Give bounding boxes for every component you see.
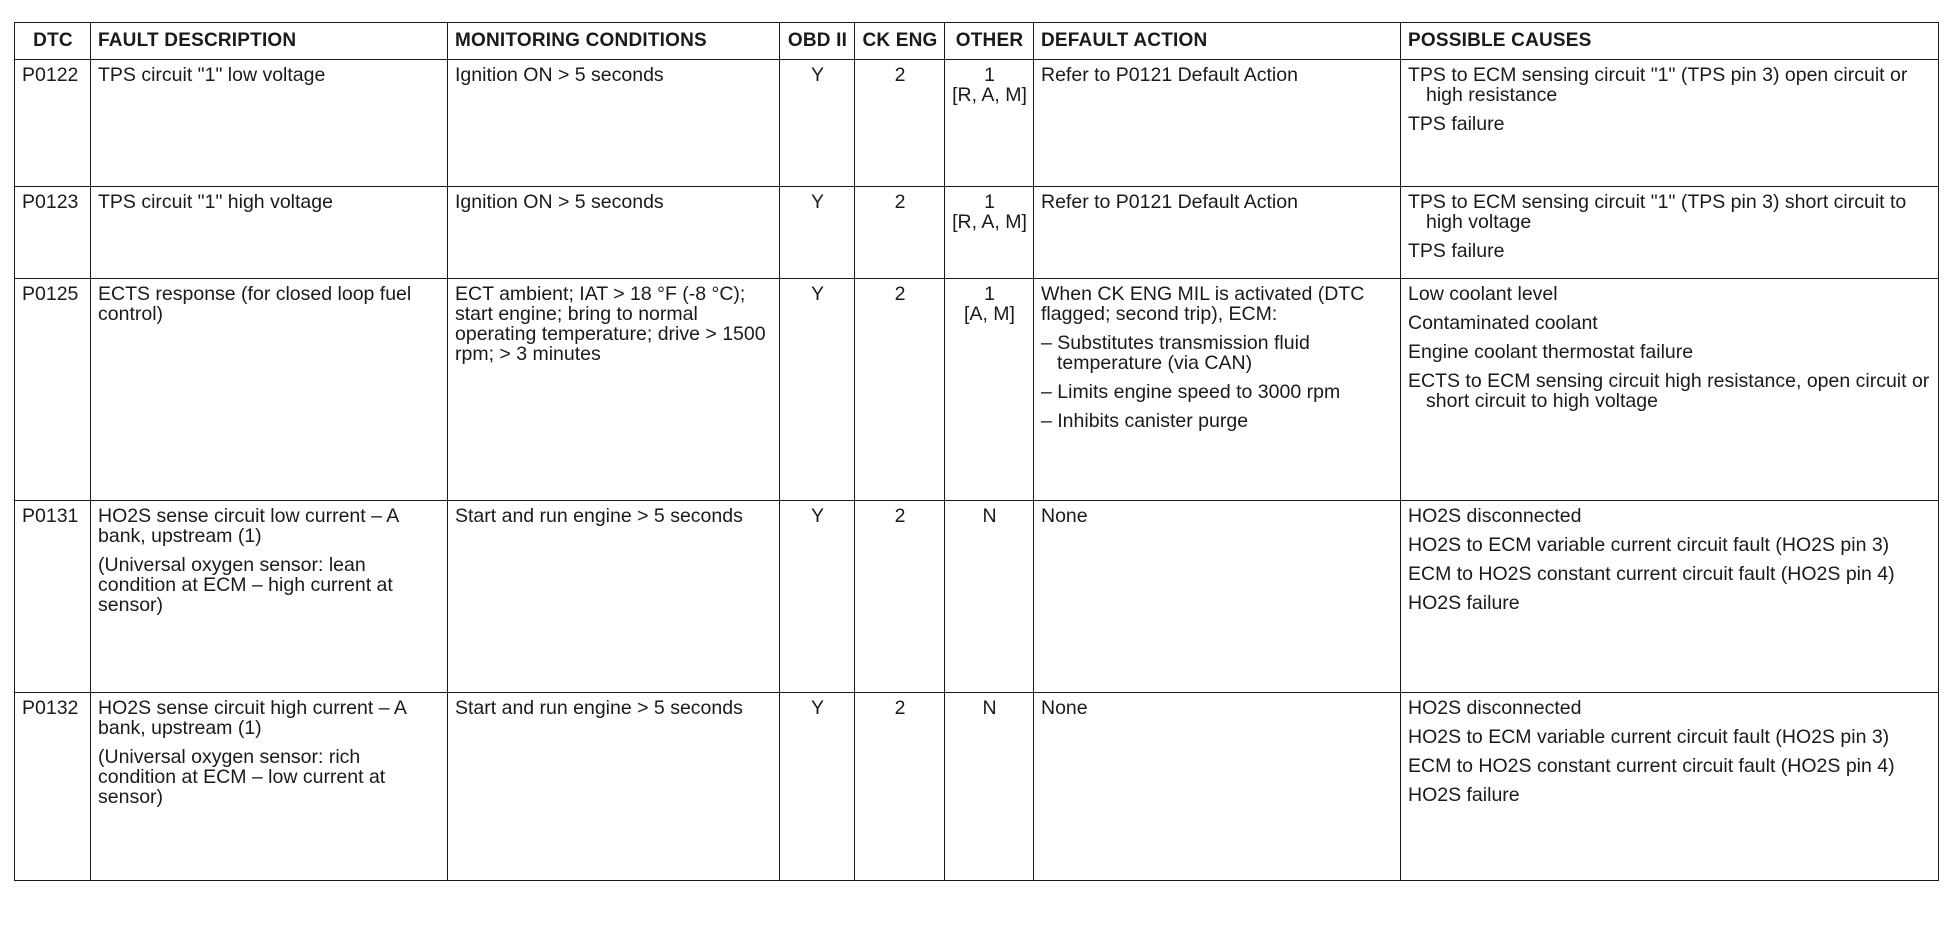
fault-description-text: HO2S sense circuit high current – A bank, upstream (1): [98, 697, 406, 740]
fault-description-cell: [91, 693, 448, 881]
default-action-cell: [1034, 187, 1401, 279]
possible-cause-item: TPS to ECM sensing circuit "1" (TPS pin 3) open circuit or high resistance: [1408, 64, 1908, 107]
possible-causes-cell: [1401, 60, 1939, 187]
possible-cause-item: TPS failure: [1408, 240, 1505, 263]
possible-causes-cell: [1401, 279, 1939, 501]
default-action-text: Refer to P0121 Default Action: [1041, 64, 1298, 86]
other-cell: [945, 279, 1034, 501]
other-text: [R, A, M]: [952, 211, 1027, 234]
ck-eng-cell: 2: [855, 693, 945, 881]
other-text: N: [982, 505, 997, 527]
possible-cause-item: Low coolant level: [1408, 283, 1558, 305]
possible-cause-item: HO2S disconnected: [1408, 697, 1582, 719]
ck-eng-cell: 2: [855, 501, 945, 693]
obd-ii-cell: Y: [780, 501, 855, 693]
default-action-text: None: [1041, 697, 1088, 719]
dtc-table: [14, 22, 1939, 881]
header-obd-ii: OBD II: [780, 23, 855, 60]
header-default-action: DEFAULT ACTION: [1034, 23, 1401, 60]
default-action-cell: [1034, 279, 1401, 501]
table-row: [15, 187, 1939, 279]
table-row: [15, 693, 1939, 881]
default-action-cell: [1034, 693, 1401, 881]
default-action-cell: [1034, 60, 1401, 187]
other-cell: [945, 501, 1034, 693]
other-text: [A, M]: [964, 303, 1015, 326]
obd-ii-cell: Y: [780, 60, 855, 187]
ck-eng-cell: 2: [855, 279, 945, 501]
fault-description-cell: [91, 501, 448, 693]
possible-cause-item: Contaminated coolant: [1408, 312, 1598, 335]
ck-eng-cell: 2: [855, 60, 945, 187]
obd-ii-cell: Y: [780, 279, 855, 501]
other-cell: [945, 60, 1034, 187]
obd-ii-cell: Y: [780, 187, 855, 279]
other-text: 1: [984, 191, 995, 213]
possible-causes-cell: [1401, 501, 1939, 693]
fault-description-cell: [91, 187, 448, 279]
other-text: 1: [984, 283, 995, 305]
other-text: N: [982, 697, 997, 719]
monitoring-conditions-cell: Ignition ON > 5 seconds: [448, 187, 780, 279]
fault-description-text: TPS circuit "1" low voltage: [98, 64, 326, 86]
possible-cause-item: HO2S to ECM variable current circuit fault (HO2S pin 3): [1408, 726, 1890, 749]
possible-cause-item: TPS to ECM sensing circuit "1" (TPS pin 3) short circuit to high voltage: [1408, 191, 1907, 234]
possible-cause-item: ECM to HO2S constant current circuit fault (HO2S pin 4): [1408, 755, 1895, 778]
fault-description-cell: [91, 60, 448, 187]
other-cell: [945, 693, 1034, 881]
header-dtc: DTC: [15, 23, 91, 60]
possible-cause-item: ECM to HO2S constant current circuit fault (HO2S pin 4): [1408, 563, 1895, 586]
obd-ii-cell: Y: [780, 693, 855, 881]
header-ck-eng: CK ENG: [855, 23, 945, 60]
table-row: [15, 501, 1939, 693]
header-monitoring-conditions: MONITORING CONDITIONS: [448, 23, 780, 60]
possible-cause-item: Engine coolant thermostat failure: [1408, 341, 1694, 364]
possible-cause-item: HO2S to ECM variable current circuit fault (HO2S pin 3): [1408, 534, 1890, 557]
possible-cause-item: HO2S disconnected: [1408, 505, 1582, 527]
table-row: [15, 60, 1939, 187]
default-action-cell: [1034, 501, 1401, 693]
possible-cause-item: HO2S failure: [1408, 592, 1520, 615]
fault-description-text: (Universal oxygen sensor: rich condition at ECM – low current at sensor): [98, 746, 386, 809]
possible-cause-item: HO2S failure: [1408, 784, 1520, 807]
default-action-bullet: – Inhibits canister purge: [1041, 410, 1249, 433]
dtc-code-cell: P0125: [15, 279, 91, 501]
dtc-code-cell: P0132: [15, 693, 91, 881]
header-other: OTHER: [945, 23, 1034, 60]
dtc-code-cell: P0131: [15, 501, 91, 693]
possible-causes-cell: [1401, 187, 1939, 279]
other-text: 1: [984, 64, 995, 86]
header-row: [15, 23, 1939, 60]
other-text: [R, A, M]: [952, 84, 1027, 107]
possible-causes-cell: [1401, 693, 1939, 881]
monitoring-conditions-cell: Start and run engine > 5 seconds: [448, 501, 780, 693]
default-action-text: When CK ENG MIL is activated (DTC flagged; second trip), ECM:: [1041, 283, 1365, 326]
monitoring-conditions-cell: Ignition ON > 5 seconds: [448, 60, 780, 187]
monitoring-conditions-cell: Start and run engine > 5 seconds: [448, 693, 780, 881]
monitoring-conditions-cell: ECT ambient; IAT > 18 °F (-8 °C); start engine; bring to normal operating temperature; drive > 1500 rpm; > 3 minutes: [448, 279, 780, 501]
fault-description-text: HO2S sense circuit low current – A bank, upstream (1): [98, 505, 399, 548]
default-action-bullet: – Limits engine speed to 3000 rpm: [1041, 381, 1341, 404]
other-cell: [945, 187, 1034, 279]
dtc-code-cell: P0123: [15, 187, 91, 279]
header-possible-causes: POSSIBLE CAUSES: [1401, 23, 1939, 60]
default-action-bullet: – Substitutes transmission fluid temperature (via CAN): [1041, 332, 1310, 375]
ck-eng-cell: 2: [855, 187, 945, 279]
possible-cause-item: ECTS to ECM sensing circuit high resistance, open circuit or short circuit to high voltage: [1408, 370, 1930, 413]
possible-cause-item: TPS failure: [1408, 113, 1505, 136]
table-row: [15, 279, 1939, 501]
default-action-text: None: [1041, 505, 1088, 527]
fault-description-cell: [91, 279, 448, 501]
fault-description-text: (Universal oxygen sensor: lean condition at ECM – high current at sensor): [98, 554, 393, 617]
default-action-text: Refer to P0121 Default Action: [1041, 191, 1298, 213]
header-fault-description: FAULT DESCRIPTION: [91, 23, 448, 60]
dtc-table-sheet: [14, 22, 1939, 881]
fault-description-text: ECTS response (for closed loop fuel control): [98, 283, 412, 326]
fault-description-text: TPS circuit "1" high voltage: [98, 191, 333, 213]
dtc-code-cell: P0122: [15, 60, 91, 187]
